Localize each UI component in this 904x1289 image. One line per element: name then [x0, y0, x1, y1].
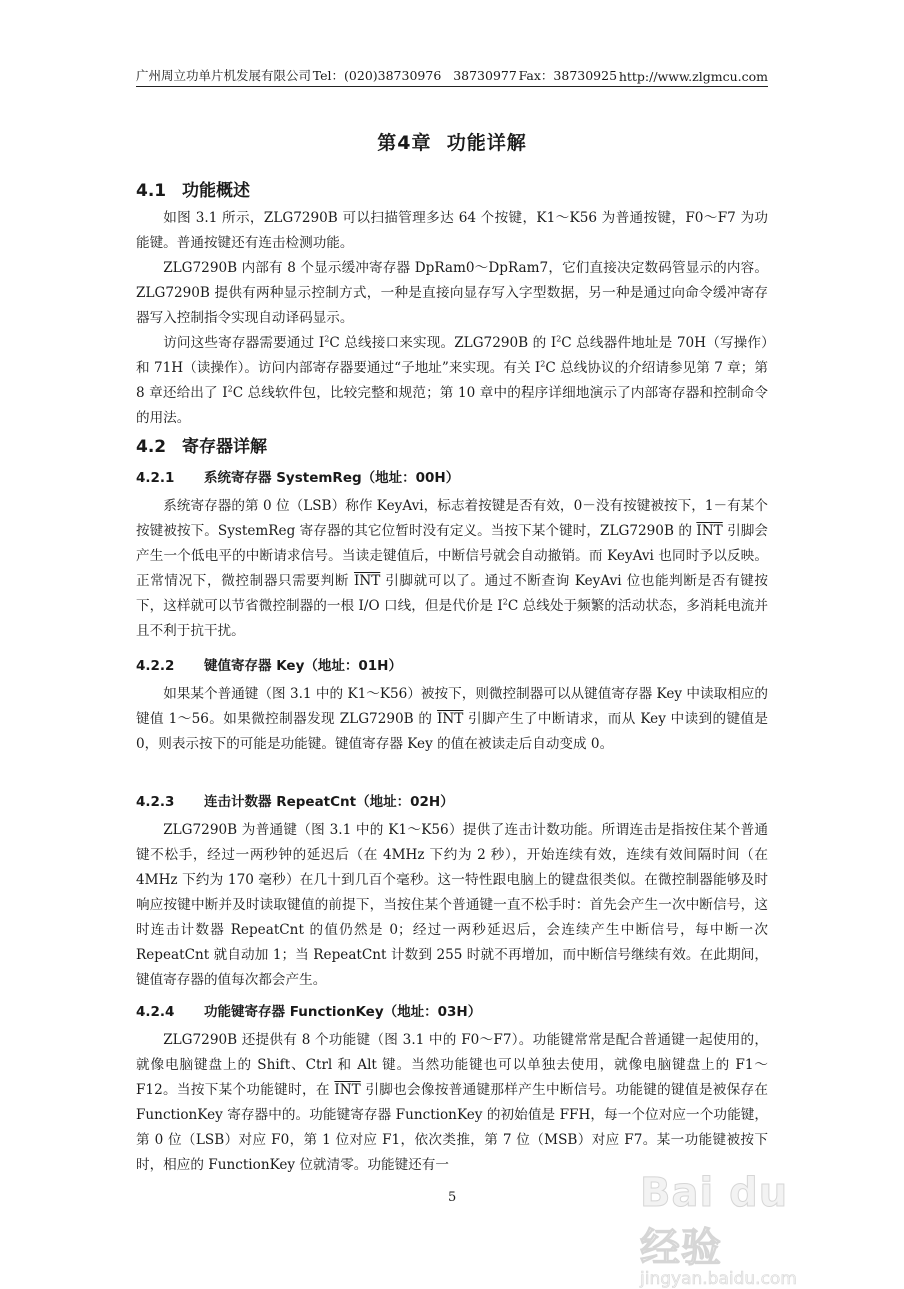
subsection-heading: 4.2.1 系统寄存器 SystemReg（地址：00H）	[136, 470, 460, 486]
header-url: http://www.zlgmcu.com	[618, 69, 768, 84]
baidu-watermark	[640, 1170, 840, 1289]
subsection-heading: 4.2.3 连击计数器 RepeatCnt（地址：02H）	[136, 794, 454, 810]
header-tel: Tel：(020)38730976 38730977	[312, 68, 517, 83]
paragraph: ZLG7290B 为普通键（图 3.1 中的 K1～K56）提供了连击计数功能。所谓连击是指按住某个普通键不松手，经过一两秒钟的延迟后（在 4MHz 下约为 2 秒），开始连续有效，连续有效间隔时间（在 4MHz 下约为 170 毫秒）在几十到几百个毫秒。这一特性跟电脑上的键盘很类似。在微控制器能够及时响应按键中断并及时读取键值的前提下，当按住某个普通键一直不松手时：首先会产生一次中断信号，这时连击计数器 RepeatCnt 的值仍然是 0；经过一两秒延迟后，会连续产生中断信号，每中断一次 RepeatCnt 就自动加 1；当 RepeatCnt 计数到 255 时就不再增加，而中断信号继续有效。在此期间，键值寄存器的值每次都会产生。	[136, 822, 768, 988]
section-heading: 4.1 功能概述	[136, 181, 250, 201]
int-signal: $\overline{INT}$	[334, 1082, 361, 1098]
header-fax: Fax：38730925	[518, 68, 618, 83]
section-4-1	[136, 176, 768, 201]
paragraph: 访问这些寄存器需要通过 $I^2C$ 总线接口来实现。ZLG7290B 的 $I^2C$ 总线器件地址是 70H（写操作）和 71H（读操作）。访问内部寄存器要通过“子地址”来实现。有关 $I^2C$ 总线协议的介绍请参见第 7 章；第 8 章还给出了 $I^2C$ 总线软件包，比较完整和规范；第 10 章中的程序详细地演示了内部寄存器和控制命令的用法。	[136, 334, 768, 426]
chapter-title: 第4章 功能详解	[377, 132, 527, 154]
header-divider	[136, 86, 768, 87]
paragraph: ZLG7290B 还提供有 8 个功能键（图 3.1 中的 F0～F7）。功能键常常是配合普通键一起使用的，就像电脑键盘上的 Shift、Ctrl 和 Alt 键。当然功能键也可以单独去使用，就像电脑键盘上的 F1～F12。当按下某个功能键时，在 $\overline{INT}$ 引脚也会像按普通键那样产生中断信号。功能键的键值是被保存在 FunctionKey 寄存器中的。功能键寄存器 FunctionKey 的初始值是 FFH，每一个位对应一个功能键，第 0 位（LSB）对应 F0，第 1 位对应 F1，依次类推，第 7 位（MSB）对应 F7。某一功能键被按下时，相应的 FunctionKey 位就清零。功能键还有一	[136, 1032, 768, 1173]
paragraph: 如果某个普通键（图 3.1 中的 K1～K56）被按下，则微控制器可以从键值寄存器 Key 中读取相应的键值 1～56。如果微控制器发现 ZLG7290B 的 $\overline{INT}$ 引脚产生了中断请求，而从 Key 中读到的键值是 0，则表示按下的可能是功能键。键值寄存器 Key 的值在被读走后自动变成 0。	[136, 686, 768, 752]
paragraph: 系统寄存器的第 0 位（LSB）称作 KeyAvi，标志着按键是否有效，0－没有按键被按下，1－有某个按键被按下。SystemReg 寄存器的其它位暂时没有定义。当按下某个键时，ZLG7290B 的 $\overline{INT}$ 引脚会产生一个低电平的中断请求信号。当读走键值后，中断信号就会自动撤销。而 KeyAvi 也同时予以反映。正常情况下，微控制器只需要判断 $\overline{INT}$ 引脚就可以了。通过不断查询 KeyAvi 位也能判断是否有键按下，这样就可以节省微控制器的一根 I/O 口线，但是代价是 $I^2C$ 总线处于频繁的活动状态，多消耗电流并且不利于抗干扰。	[136, 498, 768, 639]
section-4-2-4-body	[136, 1028, 768, 1178]
section-4-2-2	[136, 654, 768, 674]
section-4-2-4	[136, 1000, 768, 1020]
paragraph: ZLG7290B 内部有 8 个显示缓冲寄存器 DpRam0～DpRam7，它们直接决定数码管显示的内容。ZLG7290B 提供有两种显示控制方式，一种是直接向显存写入字型数据，另一种是通过向命令缓冲寄存器写入控制指令实现自动译码显示。	[136, 260, 768, 326]
watermark-url: jingyan.baidu.com	[640, 1269, 797, 1289]
section-4-2-1-body	[136, 494, 768, 644]
int-signal: $\overline{INT}$	[437, 711, 464, 727]
subsection-heading: 4.2.2 键值寄存器 Key（地址：01H）	[136, 658, 402, 674]
int-signal: $\overline{INT}$	[696, 523, 723, 539]
section-4-2-3	[136, 790, 768, 810]
page-number: 5	[448, 1190, 457, 1205]
section-heading: 4.2 寄存器详解	[136, 437, 267, 457]
section-4-1-body	[136, 206, 768, 431]
int-signal: $\overline{INT}$	[353, 573, 381, 589]
section-4-2	[136, 432, 768, 457]
section-4-2-2-body	[136, 682, 768, 757]
paragraph: 如图 3.1 所示，ZLG7290B 可以扫描管理多达 64 个按键，K1～K56 为普通按键，F0～F7 为功能键。普通按键还有连击检测功能。	[136, 210, 768, 251]
subsection-heading: 4.2.4 功能键寄存器 FunctionKey（地址：03H）	[136, 1004, 482, 1020]
page-header	[136, 64, 768, 84]
section-4-2-3-body	[136, 818, 768, 993]
watermark-brand: Bai du 经验	[640, 1170, 789, 1271]
header-company: 广州周立功单片机发展有限公司	[136, 68, 312, 83]
section-4-2-1	[136, 466, 768, 486]
